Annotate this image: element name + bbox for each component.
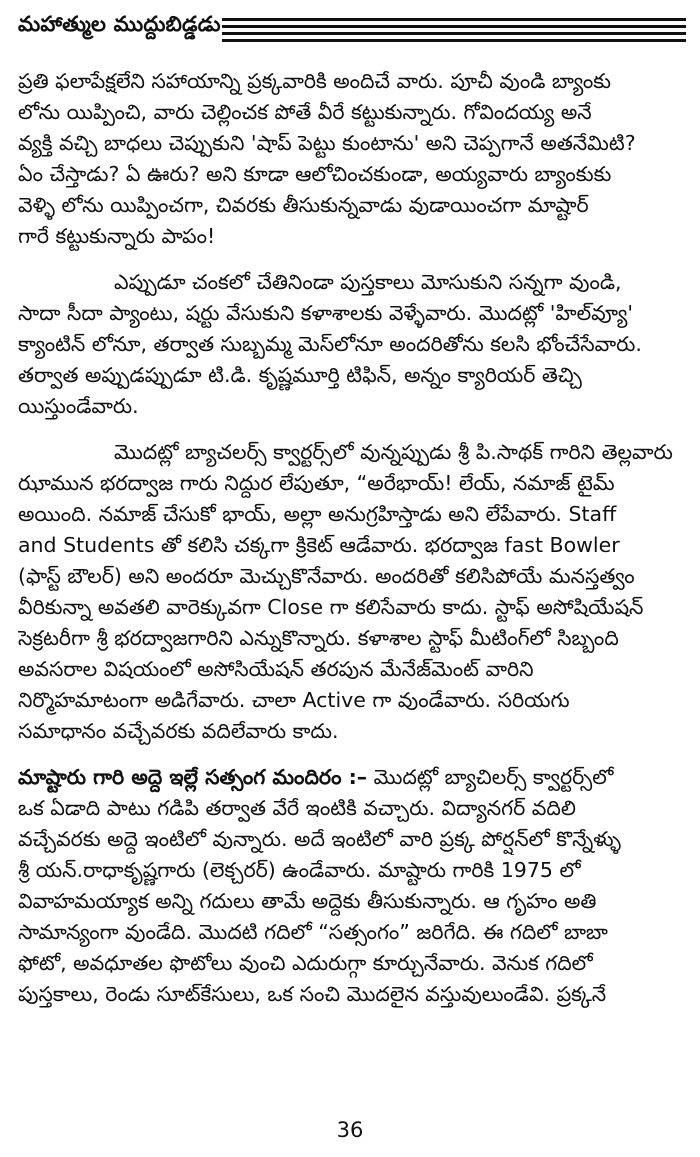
running-header-title: మహాత్ముల ముద్దుబిడ్డడు (18, 12, 221, 36)
text-line: వచ్చేవరకు అద్దె ఇంటిలో వున్నారు. అదే ఇంటిలో వారి ప్రక్క పోర్షన్‌లో కొన్నేళ్ళు (18, 827, 622, 851)
header-rule (222, 39, 686, 42)
body-text (18, 66, 682, 1025)
text-line: తర్వాత అప్పుడప్పుడూ టి.డి. కృష్ణమూర్తి టిఫిన్, అన్నం క్యారియర్ తెచ్చి (18, 363, 582, 387)
paragraph (18, 762, 682, 1010)
text-run: మొదట్లో బ్యాచిలర్స్ క్వార్టర్స్‌లో (373, 765, 614, 789)
text-line: సెక్రటరీగా శ్రీ భరద్వాజగారిని ఎన్నుకొన్నారు. కళాశాల స్టాఫ్ మీటింగ్‌లో సిబ్బంది (18, 626, 619, 650)
text-line: వెళ్ళి లోను యిప్పించగా, చివరకు తీసుకున్నవాడు వుడాయించగా మాష్టార్ (18, 193, 589, 217)
text-line: అవసరాల విషయంలో అసోసియేషన్ తరపున మేనేజ్‌మెంట్ వారిని (18, 657, 534, 681)
text-line: సాదా సీదా ప్యాంటు, షర్టు వేసుకుని కళాశాలకు వెళ్ళేవారు. మొదట్లో 'హిల్‌వ్యూ' (18, 301, 633, 325)
paragraph (18, 66, 682, 252)
text-line: గారే కట్టుకున్నారు పాపం! (18, 224, 216, 248)
text-line: and Students తో కలిసి చక్కగా క్రికెట్ ఆడేవారు. భరద్వాజ fast Bowler (18, 533, 620, 557)
section-heading: మాష్టారు గారి అద్దె ఇల్లే సత్సంగ మందిరం :– (18, 765, 368, 789)
header-rule (222, 18, 686, 21)
text-line: ఝామున భరద్వాజ గారు నిద్దుర లేపుతూ, “అరేభాయ్! లేయ్, నమాజ్ టైమ్ (18, 471, 615, 495)
text-line: క్యాంటిన్ లోనూ, తర్వాత సుబ్బమ్మ మెస్‌లోనూ అందరితోను కలసి భోంచేసేవారు. (18, 332, 642, 356)
text-line: వివాహమయ్యాక అన్ని గదులు తామే అద్దెకు తీసుకున్నారు. ఆ గృహం అతి (18, 889, 597, 913)
text-line: వీరికున్నా అవతలి వారెక్కువగా Close గా కలిసేవారు కాదు. స్టాఫ్ అసోషియేషన్ (18, 595, 644, 619)
text-line: ఎప్పుడూ చంకలో చేతినిండా పుస్తకాలు మోసుకుని సన్నగా వుండి, (114, 270, 622, 294)
text-line: నిర్మొహమాటంగా అడిగేవారు. చాలా Active గా వుండేవారు. సరియగు (18, 688, 570, 712)
header-rule (222, 25, 686, 28)
text-line: లోను యిప్పించి, వారు చెల్లించక పోతే వీరే కట్టుకున్నారు. గోవిందయ్య అనే (18, 100, 592, 124)
text-line: పుస్తకాలు, రెండు సూట్‌కేసులు, ఒక సంచి మొదలైన వస్తువులుండేవి. ప్రక్కనే (18, 982, 607, 1006)
running-header (0, 0, 700, 58)
text-line: వ్యక్తి వచ్చి బాధలు చెప్పుకుని 'షాప్ పెట్టు కుంటాను' అని చెప్పగానే అతనేమిటి? (18, 131, 636, 155)
text-line (18, 762, 682, 793)
text-line: యిస్తుండేవారు. (18, 394, 139, 418)
text-line: సమాధానం వచ్చేవరకు వదిలేవారు కాదు. (18, 719, 339, 743)
paragraph (18, 267, 682, 422)
text-line: ఒక ఏడాది పాటు గడిపి తర్వాత వేరే ఇంటికి వచ్చారు. విద్యానగర్ వదిలి (18, 796, 576, 820)
paragraph (18, 437, 682, 747)
text-line: సామాన్యంగా వుండేది. మొదటి గదిలో “సత్సంగం” జరిగేది. ఈ గదిలో బాబా (18, 920, 608, 944)
text-line: శ్రీ యన్.రాధాకృష్ణగారు (లెక్చరర్) ఉండేవారు. మాష్టారు గారికి 1975 లో (18, 858, 581, 882)
text-line: మొదట్లో బ్యాచలర్స్ క్వార్టర్స్‌లో వున్నప్పుడు శ్రీ పి.సాథక్ గారిని తెల్లవారు (114, 440, 673, 464)
text-line: ఫోటో, అవధూతల ఫొటోలు వుంచి ఎదురుగ్గా కూర్చునేవారు. వెనుక గదిలో (18, 951, 593, 975)
text-line: (ఫాస్ట్ బౌలర్) అని అందరూ మెచ్చుకొనేవారు. అందరితో కలిసిపోయే మనస్తత్వం (18, 564, 635, 588)
text-line: ప్రతి ఫలాపేక్షలేని సహాయాన్ని ప్రక్కవారికి అందిచే వారు. పూచీ వుండి బ్యాంకు (18, 69, 612, 93)
header-rule (222, 32, 686, 35)
text-line: ఏం చేస్తాడు? ఏ ఊరు? అని కూడా ఆలోచించకుండా, అయ్యవారు బ్యాంకుకు (18, 162, 612, 186)
text-line: అయింది. నమాజ్ చేసుకో భాయ్, అల్లా అనుగ్రహిస్తాడు అని లేపేవారు. Staff (18, 502, 617, 526)
header-rules (222, 18, 686, 44)
page-number: 36 (336, 1118, 364, 1142)
